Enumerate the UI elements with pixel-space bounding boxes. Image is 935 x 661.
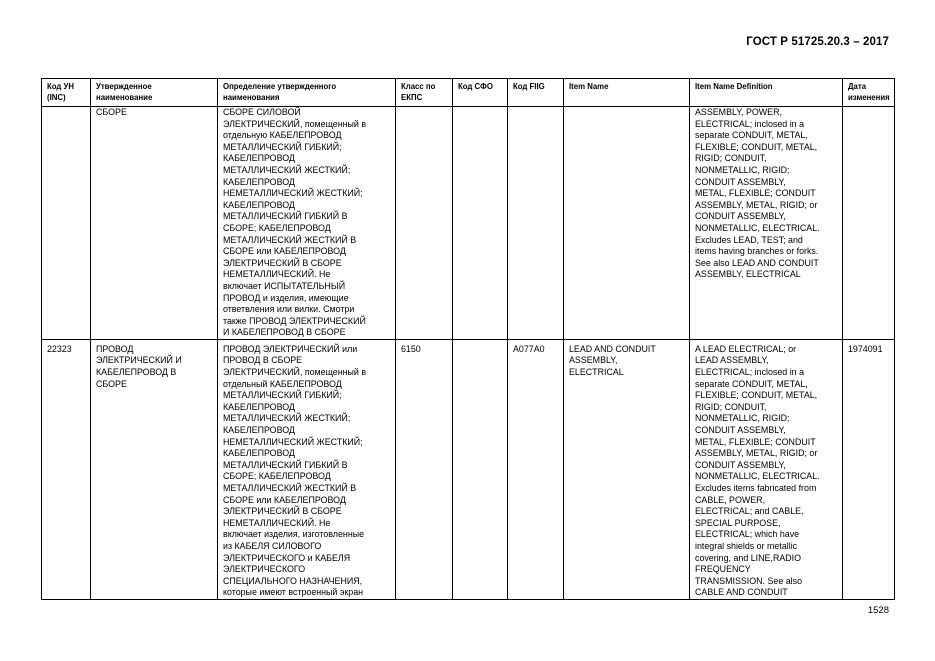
cell-item-name-definition: ASSEMBLY, POWER, ELECTRICAL; inclosed in a separate CONDUIT, METAL, FLEXIBLE; CONDUIT, METAL, RIGID; CONDUIT, NONMETALLIC, RIGID; CONDUIT ASSEMBLY, METAL, FLEXIBLE; CONDUIT ASSEMBLY, METAL, RIGID; or CONDUIT ASSEMBLY, NONMETALLIC, ELECTRICAL. Excludes LEAD, TEST; and items having branches or forks. See also LEAD AND CONDUIT ASSEMBLY, ELECTRICAL <box>690 107 843 340</box>
header-approved-name: Утвержденное наименование <box>91 79 218 107</box>
table-row <box>42 107 895 340</box>
nomenclature-table <box>41 78 895 600</box>
cell-change-date <box>843 107 895 340</box>
page-number: 1528 <box>867 605 889 616</box>
header-change-date: Дата изменения <box>843 79 895 107</box>
cell-approved-name: СБОРЕ <box>91 107 218 340</box>
header-ekps-class: Класс по ЕКПС <box>396 79 453 107</box>
cell-approved-name: ПРОВОД ЭЛЕКТРИЧЕСКИЙ И КАБЕЛЕПРОВОД В СБОРЕ <box>91 339 218 599</box>
cell-ekps-class <box>396 107 453 340</box>
cell-definition-ru: ПРОВОД ЭЛЕКТРИЧЕСКИЙ или ПРОВОД В СБОРЕ ЭЛЕКТРИЧЕСКИЙ, помещенный в отдельный КАБЕЛЕПРОВОД МЕТАЛЛИЧЕСКИЙ ГИБКИЙ; КАБЕЛЕПРОВОД МЕТАЛЛИЧЕСКИЙ ЖЕСТКИЙ; КАБЕЛЕПРОВОД НЕМЕТАЛЛИЧЕСКИЙ ЖЕСТКИЙ; КАБЕЛЕПРОВОД МЕТАЛЛИЧЕСКИЙ ГИБКИЙ В СБОРЕ; КАБЕЛЕПРОВОД МЕТАЛЛИЧЕСКИЙ ЖЕСТКИЙ В СБОРЕ или КАБЕЛЕПРОВОД ЭЛЕКТРИЧЕСКИЙ В СБОРЕ НЕМЕТАЛЛИЧЕСКИЙ. Не включает изделия, изготовленные из КАБЕЛЯ СИЛОВОГО ЭЛЕКТРИЧЕСКОГО и КАБЕЛЯ ЭЛЕКТРИЧЕСКОГО СПЕЦИАЛЬНОГО НАЗНАЧЕНИЯ, которые имеют встроенный экран <box>218 339 396 599</box>
header-definition-ru: Определение утвержденного наименования <box>218 79 396 107</box>
cell-inc: 22323 <box>42 339 91 599</box>
cell-item-name <box>564 107 690 340</box>
header-inc: Код УН (INC) <box>42 79 91 107</box>
table-row <box>42 339 895 599</box>
cell-item-name-definition: A LEAD ELECTRICAL; or LEAD ASSEMBLY, ELECTRICAL; inclosed in a separate CONDUIT, METAL, FLEXIBLE; CONDUIT, METAL, RIGID; CONDUIT, NONMETALLIC, RIGID; CONDUIT ASSEMBLY, METAL, FLEXIBLE; CONDUIT ASSEMBLY, METAL, RIGID; or CONDUIT ASSEMBLY, NONMETALLIC, ELECTRICAL. Excludes items fabricated from CABLE, POWER, ELECTRICAL; and CABLE, SPECIAL PURPOSE, ELECTRICAL; which have integral shields or metallic covering, and LINE,RADIO FREQUENCY TRANSMISSION. See also CABLE AND CONDUIT <box>690 339 843 599</box>
header-sfo-code: Код СФО <box>453 79 508 107</box>
cell-fiig-code <box>508 107 564 340</box>
document-code: ГОСТ Р 51725.20.3 – 2017 <box>746 36 889 48</box>
cell-sfo-code <box>453 107 508 340</box>
cell-fiig-code: A077A0 <box>508 339 564 599</box>
header-item-name: Item Name <box>564 79 690 107</box>
header-item-name-definition: Item Name Definition <box>690 79 843 107</box>
table-header-row <box>42 79 895 107</box>
cell-change-date: 1974091 <box>843 339 895 599</box>
cell-definition-ru: СБОРЕ СИЛОВОЙ ЭЛЕКТРИЧЕСКИЙ, помещенный в отдельную КАБЕЛЕПРОВОД МЕТАЛЛИЧЕСКИЙ ГИБКИЙ; КАБЕЛЕПРОВОД МЕТАЛЛИЧЕСКИЙ ЖЕСТКИЙ; КАБЕЛЕПРОВОД НЕМЕТАЛЛИЧЕСКИЙ ЖЕСТКИЙ; КАБЕЛЕПРОВОД МЕТАЛЛИЧЕСКИЙ ГИБКИЙ В СБОРЕ; КАБЕЛЕПРОВОД МЕТАЛЛИЧЕСКИЙ ЖЕСТКИЙ В СБОРЕ или КАБЕЛЕПРОВОД ЭЛЕКТРИЧЕСКИЙ В СБОРЕ НЕМЕТАЛЛИЧЕСКИЙ. Не включает ИСПЫТАТЕЛЬНЫЙ ПРОВОД и изделия, имеющие ответвления или вилки. Смотри также ПРОВОД ЭЛЕКТРИЧЕСКИЙ И КАБЕЛЕПРОВОД В СБОРЕ <box>218 107 396 340</box>
header-fiig-code: Код FIIG <box>508 79 564 107</box>
cell-item-name: LEAD AND CONDUIT ASSEMBLY, ELECTRICAL <box>564 339 690 599</box>
cell-sfo-code <box>453 339 508 599</box>
cell-ekps-class: 6150 <box>396 339 453 599</box>
cell-inc <box>42 107 91 340</box>
